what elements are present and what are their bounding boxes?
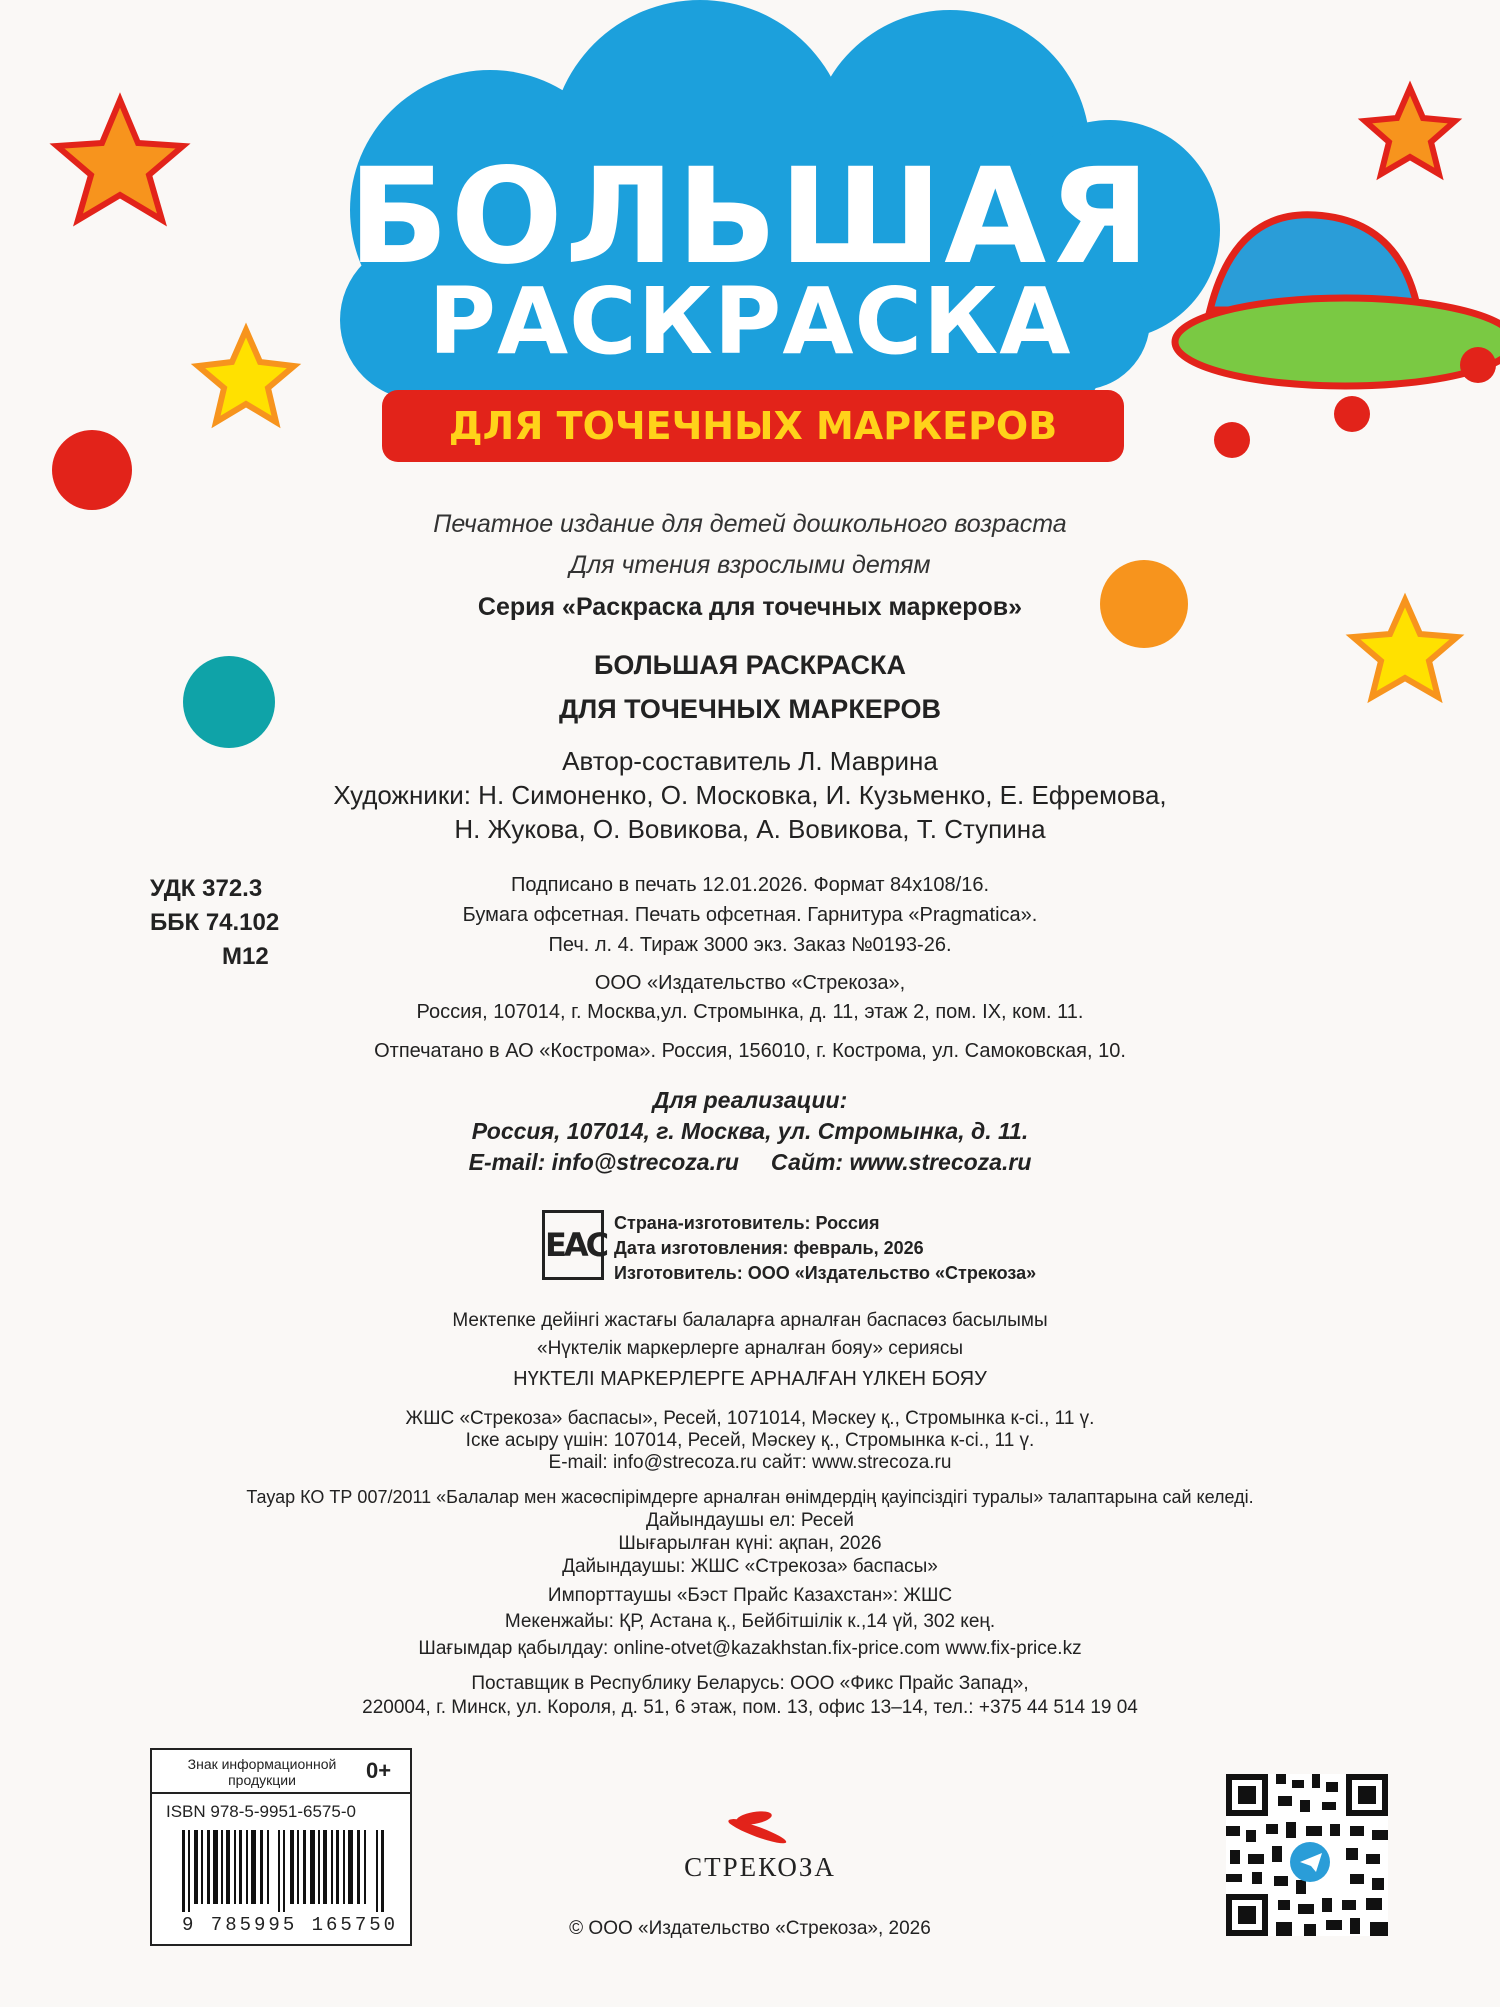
intro-line2: Для чтения взрослыми детям xyxy=(569,551,931,579)
cover-title-line1: БОЛЬШАЯ xyxy=(348,140,1152,294)
dragonfly-logo-icon xyxy=(718,1800,798,1850)
kz-line11: Импорттаушы «Бэст Прайс Казахстан»: ЖШС xyxy=(547,1585,953,1606)
book-title-line2: ДЛЯ ТОЧЕЧНЫХ МАРКЕРОВ xyxy=(559,694,941,724)
decorations xyxy=(0,0,1500,760)
imprint-line1: Подписано в печать 12.01.2026. Формат 84х108/16. xyxy=(510,874,990,896)
kz-line8: Дайындаушы ел: Ресей xyxy=(646,1510,854,1531)
series-line: Серия «Раскраска для точечных маркеров» xyxy=(477,593,1023,621)
isbn-number: ISBN 978-5-9951-6575-0 xyxy=(166,1802,356,1821)
eac-logo-icon: EAC xyxy=(542,1210,604,1280)
book-title-line1: БОЛЬШАЯ РАСКРАСКА xyxy=(593,650,906,680)
publisher-line2: Россия, 107014, г. Москва,ул. Стромынка, д. 11, этаж 2, пом. IX, ком. 11. xyxy=(416,1001,1084,1023)
eac-country: Страна-изготовитель: Россия xyxy=(614,1213,880,1233)
udk-code: УДК 372.3 xyxy=(150,875,263,902)
info-label: Знак информационной продукции xyxy=(187,1756,337,1788)
copyright-line: © ООО «Издательство «Стрекоза», 2026 xyxy=(569,1918,931,1939)
kz-line5: Іске асыру үшін: 107014, Ресей, Мәскеу қ., Стромынка к-сі., 11 ү. xyxy=(465,1430,1035,1451)
by-line1: Поставщик в Республику Беларусь: ООО «Фикс Прайс Запад», xyxy=(471,1673,1029,1694)
isbn-box xyxy=(150,1748,412,1946)
m-code: М12 xyxy=(222,943,269,970)
cover-title-line2: РАСКРАСКА xyxy=(428,268,1072,375)
sales-contacts: E-mail: info@strecoza.ru Сайт: www.strecoza.ru xyxy=(468,1149,1032,1175)
kz-line12: Мекенжайы: ҚР, Астана қ., Бейбітшілік к.,14 үй, 302 кең. xyxy=(504,1611,996,1632)
kz-line4: ЖШС «Стрекоза» баспасы», Ресей, 1071014, Мәскеу қ., Стромынка к-сі., 11 ү. xyxy=(405,1408,1095,1429)
kz-line6: E-mail: info@strecoza.ru сайт: www.strecoza.ru xyxy=(548,1452,952,1473)
sales-heading: Для реализации: xyxy=(652,1087,848,1113)
artists-line1: Художники: Н. Симоненко, О. Московка, И. Кузьменко, Е. Ефремова, xyxy=(333,780,1167,810)
barcode-icon xyxy=(182,1830,392,1912)
kz-line3: НҮКТЕЛІ МАРКЕРЛЕРГЕ АРНАЛҒАН ҮЛКЕН БОЯУ xyxy=(513,1368,987,1390)
age-rating: 0+ xyxy=(366,1758,392,1783)
barcode-number: 9 785995 165750 xyxy=(182,1914,399,1936)
artists-line2: Н. Жукова, О. Вовикова, А. Вовикова, Т. Ступина xyxy=(454,814,1046,844)
publisher-logo-text: СТРЕКОЗА xyxy=(684,1852,836,1882)
author-line: Автор-составитель Л. Маврина xyxy=(562,746,938,776)
eac-date: Дата изготовления: февраль, 2026 xyxy=(614,1238,924,1258)
imprint-line2: Бумага офсетная. Печать офсетная. Гарнитура «Pragmatica». xyxy=(462,904,1038,926)
by-line2: 220004, г. Минск, ул. Короля, д. 51, 6 этаж, пом. 13, офис 13–14, тел.: +375 44 514 19 04 xyxy=(362,1697,1138,1718)
subtitle-banner-text: ДЛЯ ТОЧЕЧНЫХ МАРКЕРОВ xyxy=(448,404,1058,448)
kz-line9: Шығарылған күні: ақпан, 2026 xyxy=(618,1533,882,1554)
imprint-line3: Печ. л. 4. Тираж 3000 экз. Заказ №0193-26. xyxy=(548,934,952,956)
kz-line7: Тауар КО ТР 007/2011 «Балалар мен жасөспірімдерге арналған өнімдердің қауіпсіздігі туралы» талаптарына сай келеді. xyxy=(246,1487,1254,1507)
kz-line2: «Нүктелік маркерлерге арналған бояу» сериясы xyxy=(537,1338,963,1359)
qr-code-icon xyxy=(1226,1774,1388,1936)
publisher-line1: ООО «Издательство «Стрекоза», xyxy=(594,972,906,994)
eac-maker: Изготовитель: ООО «Издательство «Стрекоза» xyxy=(614,1263,1037,1283)
kz-line1: Мектепке дейінгі жастағы балаларға арналған баспасөз басылымы xyxy=(452,1310,1048,1331)
printed-line: Отпечатано в АО «Кострома». Россия, 156010, г. Кострома, ул. Самоковская, 10. xyxy=(374,1040,1126,1062)
intro-line1: Печатное издание для детей дошкольного возраста xyxy=(433,510,1067,538)
kz-line10: Дайындаушы: ЖШС «Стрекоза» баспасы» xyxy=(562,1556,938,1577)
red-dot-icon xyxy=(52,430,132,510)
kz-line13: Шағымдар қабылдау: online-otvet@kazakhstan.fix-price.com www.fix-price.kz xyxy=(418,1638,1082,1659)
sales-address: Россия, 107014, г. Москва, ул. Стромынка, д. 11. xyxy=(471,1118,1029,1144)
eac-info xyxy=(614,1211,1036,1286)
bbk-code: ББК 74.102 xyxy=(150,909,280,936)
